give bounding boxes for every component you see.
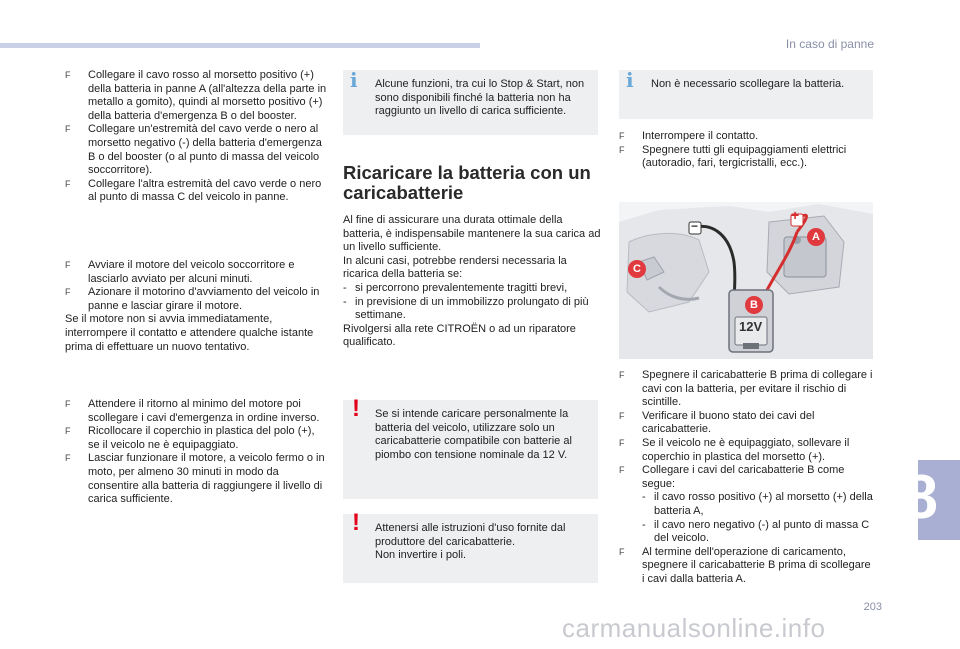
warning-text: Attenersi alle istruzioni d'uso fornite dal produttore del caricabatterie. Non invertire i poli. [375,522,566,562]
right-column-steps [619,369,875,587]
bullet-icon: F [65,453,71,464]
right-column-top [619,130,875,171]
info-box [619,70,873,119]
warning-icon: ! [352,395,360,422]
info-text: Non è necessario scollegare la batteria. [651,78,845,90]
badge-c: C [628,260,646,278]
section-heading: Ricaricare la batteria con un caricabatterie [343,162,591,203]
engine-bay-drawing [619,202,873,359]
list-item: F Spegnere tutti gli equipaggiamenti elettrici (autoradio, fari, tergicristalli, ecc.). [619,143,847,170]
left-column-block3 [65,398,327,507]
list-item: F Lasciar funzionare il motore, a veicolo fermo o in moto, per almeno 30 minuti in modo da consentire alla batteria di raggiungere il livello di carica sufficiente. [65,452,325,506]
badge-b: B [745,296,763,314]
badge-a: A [807,228,825,246]
bullet-icon: F [65,260,71,270]
bullet-icon: F [65,124,71,135]
bullet-icon: F [619,131,625,141]
list-item: F Collegare un'estremità del cavo verde o nero al morsetto negativo (-) della batteria d'emergenza B o del booster (o al punto di massa del veicolo soccorritore). [65,123,322,177]
info-text: Alcune funzioni, tra cui lo Stop & Start, non sono disponibili finché la batteria non ha raggiunto un livello di carica sufficiente. [375,78,585,118]
bullet-icon: F [619,370,625,380]
bullet-icon: F [65,70,71,80]
list-item: F Collegare l'altra estremità del cavo verde o nero al punto di massa C del veicolo in panne. [65,177,322,204]
bullet-icon: F [619,546,625,557]
paragraph: In alcuni casi, potrebbe rendersi necessaria la ricarica della batteria se: [343,254,567,281]
minus-sign: − [691,219,699,233]
list-item: F Attendere il ritorno al minimo del motore poi scollegare i cavi d'emergenza in ordine inverso. [65,398,320,424]
left-column [65,69,327,205]
left-column-block2 [65,259,327,354]
paragraph: Se il motore non si avvia immediatamente, interrompere il contatto e attendere qualche istante prima di effettuare un nuovo tentativo. [65,313,314,353]
info-icon: i [350,68,358,92]
warning-text: Se si intende caricare personalmente la batteria del veicolo, utilizzare solo un caricabatterie compatibile con batterie al piombo con tensione nominale da 12 V. [375,408,572,461]
bullet-icon: F [619,410,625,421]
list-item: F Avviare il motore del veicolo soccorritore e lasciarlo avviato per alcuni minuti. [65,259,295,285]
charger-voltage-label: 12V [739,319,763,334]
bullet-icon: F [65,178,71,189]
list-item: F Azionare il motorino d'avviamento del veicolo in panne e lasciar girare il motore. [65,286,320,312]
warning-box [343,395,598,499]
battery-charger-illustration [619,202,873,359]
list-item: F Se il veicolo ne è equipaggiato, sollevare il coperchio in plastica del morsetto (+). [619,436,850,463]
middle-column-body [343,214,601,350]
header-bar [0,43,480,48]
bullet-icon: F [65,287,71,298]
paragraph: Rivolgersi alla rete CITROËN o ad un riparatore qualificato. [343,322,576,349]
sub-list-item: - il cavo nero negativo (-) al punto di massa C del veicolo. [642,518,870,545]
plus-sign: + [791,207,800,223]
chapter-number: 8 [903,463,938,532]
sub-list-item: - il cavo rosso positivo (+) al morsetto (+) della batteria A, [642,491,873,517]
bullet-icon: F [619,437,625,448]
paragraph: Al fine di assicurare una durata ottimale della batteria, è indispensabile mantenere la sua carica ad un livello sufficiente. [343,214,601,254]
page-number: 203 [863,601,882,613]
bullet-icon: F [65,399,71,409]
info-icon: i [626,68,634,92]
list-item: - si percorrono prevalentemente tragitti brevi, [343,281,568,294]
warning-box [343,509,598,583]
list-item: F Spegnere il caricabatterie B prima di collegare i cavi con la batteria, per evitare il rischio di scintille. [619,369,873,409]
list-item: F Collegare il cavo rosso al morsetto positivo (+) della batteria in panne A (all'altezza della parte in metallo a gomito), quindi al morsetto positivo (+) della batteria d'emergenza B o del booster. [65,69,327,122]
info-box [343,70,598,135]
list-item: - in previsione di un immobilizzo prolungato di più settimane. [343,295,589,322]
bullet-icon: F [65,426,71,437]
list-item: F Verificare il buono stato dei cavi del caricabatterie. [619,409,815,436]
list-item: F Ricollocare il coperchio in plastica del polo (+), se il veicolo ne è equipaggiato. [65,425,315,451]
watermark: carmanualsonline.info [562,613,826,643]
section-title: In caso di panne [785,37,874,51]
bullet-icon: F [619,465,625,476]
list-item: F Al termine dell'operazione di caricamento, spegnere il caricabatterie B prima di scollegare i cavi dalla batteria A. [619,545,871,585]
list-item: F Interrompere il contatto. [619,130,759,142]
list-item: F Collegare i cavi del caricabatterie B come segue: [619,464,845,490]
warning-icon: ! [352,509,360,536]
bullet-icon: F [619,144,625,155]
